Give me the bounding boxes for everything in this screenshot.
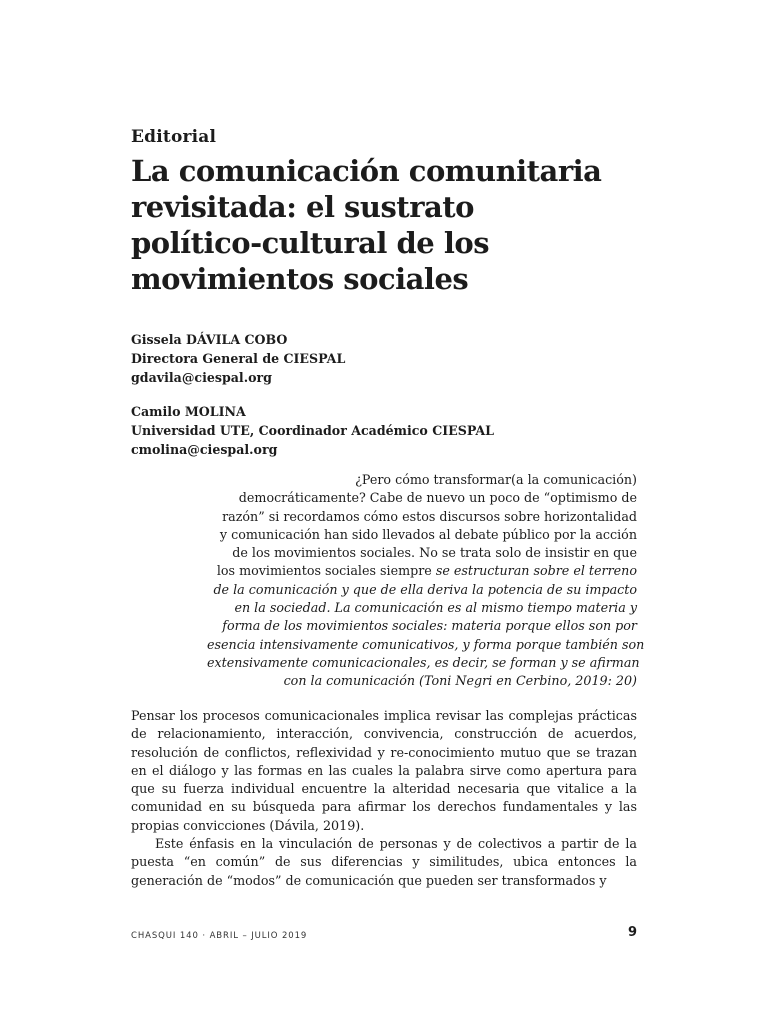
epigraph-plain-part: los movimientos sociales siempre bbox=[216, 563, 436, 579]
epigraph-line-italic bbox=[207, 599, 637, 617]
page-number: 9 bbox=[627, 925, 637, 940]
epigraph-line-italic bbox=[207, 617, 637, 635]
body-text bbox=[131, 707, 637, 890]
epigraph-line-mixed bbox=[207, 562, 637, 580]
article-title bbox=[131, 153, 631, 297]
epigraph-line-italic bbox=[207, 672, 637, 690]
author-email: cmolina@ciespal.org bbox=[131, 442, 278, 457]
author-email: gdavila@ciespal.org bbox=[131, 370, 272, 385]
epigraph-italic-text: extensivamente comunicacionales, es decir, se forman y se afirman bbox=[207, 654, 640, 670]
epigraph-line: razón” si recordamos cómo estos discursos sobre horizontalidad bbox=[222, 508, 637, 524]
author-affiliation: Universidad UTE, Coordinador Académico CIESPAL bbox=[131, 423, 494, 438]
body-paragraph: Pensar los procesos comunicacionales implica revisar las complejas prácticas de relacionamiento, interacción, convivencia, construcción de acuerdos, resolución de conflictos, reflexividad y re-conocimiento mutuo que se trazan en el diálogo y las formas en las cuales la palabra sirve como apertura para que su fuerza individual encuentre la alteridad necesaria que vitalice a la comunidad en su búsqueda para afirmar los derechos fundamentales y las propias convicciones (Dávila, 2019). bbox=[131, 708, 637, 833]
epigraph-line: y comunicación han sido llevados al debate público por la acción bbox=[219, 526, 637, 542]
epigraph-line-italic bbox=[207, 654, 640, 672]
title-line: revisitada: el sustrato bbox=[131, 190, 474, 224]
title-line: La comunicación comunitaria bbox=[131, 154, 602, 188]
section-label: Editorial bbox=[131, 127, 217, 147]
title-line: político-cultural de los bbox=[131, 226, 490, 260]
epigraph-italic-text: forma de los movimientos sociales: materia porque ellos son por bbox=[222, 618, 637, 634]
author-block bbox=[131, 402, 494, 459]
author-affiliation: Directora General de CIESPAL bbox=[131, 351, 346, 366]
epigraph-line: ¿Pero cómo transformar(a la comunicación) bbox=[355, 472, 637, 487]
epigraph-line-italic bbox=[207, 581, 637, 599]
epigraph-line: democráticamente? Cabe de nuevo un poco de “optimismo de bbox=[238, 490, 637, 506]
author-name: Gissela DÁVILA COBO bbox=[131, 332, 288, 347]
epigraph-italic-text: en la sociedad. La comunicación es al mismo tiempo materia y bbox=[234, 600, 637, 616]
body-paragraph: Este énfasis en la vinculación de personas y de colectivos a partir de la puesta “en común” de sus diferencias y similitudes, ubica entonces la generación de “modos” de comunicación que pueden ser transformados y bbox=[131, 836, 637, 888]
epigraph-line-italic bbox=[207, 636, 645, 654]
epigraph-quote bbox=[207, 471, 645, 691]
title-line: movimientos sociales bbox=[131, 262, 469, 296]
epigraph-italic-part: se estructuran sobre el terreno bbox=[435, 563, 637, 579]
epigraph-italic-text: con la comunicación (Toni Negri en Cerbino, 2019: 20) bbox=[283, 673, 637, 689]
epigraph-line: de los movimientos sociales. No se trata solo de insistir en que bbox=[232, 545, 637, 561]
author-block bbox=[131, 330, 345, 387]
journal-footer: CHASQUI 140 · ABRIL – JULIO 2019 bbox=[131, 931, 308, 941]
epigraph-italic-text: esencia intensivamente comunicativos, y forma porque también son bbox=[207, 636, 645, 652]
document-page bbox=[131, 0, 645, 1024]
epigraph-italic-text: de la comunicación y que de ella deriva la potencia de su impacto bbox=[213, 581, 637, 597]
author-name: Camilo MOLINA bbox=[131, 404, 246, 419]
